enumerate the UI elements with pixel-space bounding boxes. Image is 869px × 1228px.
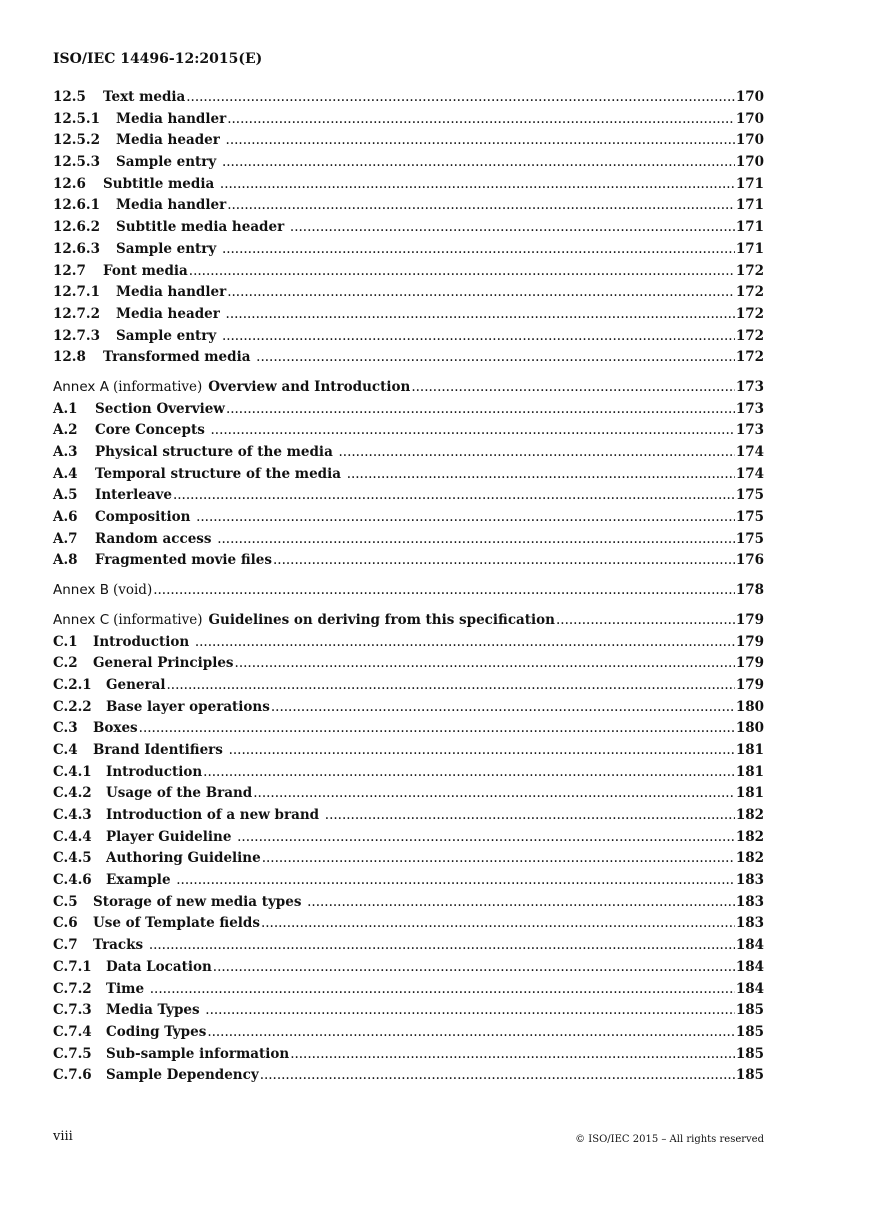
toc-entry[interactable]: [53, 959, 764, 981]
toc-entry[interactable]: [53, 829, 764, 851]
annex-c-type: (informative): [113, 611, 203, 628]
toc-entry-page: 179: [735, 676, 764, 693]
toc-entry-number: A.8: [53, 552, 78, 569]
annex-a-title: Overview and Introduction: [208, 378, 411, 395]
toc-entry-title: Section Overview: [95, 400, 225, 417]
toc-entry-number: C.7: [53, 937, 78, 954]
leader-dots: [411, 379, 734, 395]
leader-dots: [222, 241, 735, 257]
toc-entry-title: Introduction of a new brand: [106, 807, 324, 823]
toc-entry-page: 184: [735, 958, 764, 975]
toc-entry-number: A.5: [53, 487, 78, 504]
toc-entry[interactable]: [53, 1067, 764, 1089]
leader-dots: [227, 284, 735, 300]
toc-annex-c-entry[interactable]: [53, 612, 764, 634]
toc-entry-title: Media handler: [116, 284, 227, 301]
toc-entry-page: 181: [735, 763, 764, 780]
toc-entry-page: 179: [735, 633, 764, 650]
leader-dots: [556, 612, 735, 628]
toc-entry-title: Composition: [95, 509, 196, 526]
leader-dots: [260, 1067, 735, 1083]
leader-dots: [207, 1024, 735, 1040]
toc-entry-page: 182: [735, 807, 764, 823]
leader-dots: [273, 552, 735, 568]
toc-entry-number: C.4: [53, 741, 78, 758]
toc-entry-page: 173: [735, 400, 764, 417]
toc-entry-page: 185: [735, 1023, 764, 1040]
toc-entry-number: A.4: [53, 465, 78, 482]
leader-dots: [339, 444, 735, 460]
toc-entry-title: Sample entry: [116, 154, 221, 171]
toc-entry-number: C.4.6: [53, 872, 92, 889]
toc-entry-title: Usage of the Brand: [106, 785, 253, 802]
toc-entry[interactable]: [53, 132, 764, 154]
leader-dots: [261, 915, 735, 931]
toc-entry-title: Sample Dependency: [106, 1067, 259, 1084]
leader-dots: [290, 1046, 735, 1062]
toc-entry-title: Use of Template fields: [93, 915, 260, 932]
toc-entry-number: C.6: [53, 915, 78, 932]
toc-entry-page: 173: [735, 422, 764, 439]
toc-entry[interactable]: [53, 915, 764, 937]
toc-entry-title: Authoring Guideline: [106, 850, 261, 867]
toc-entry[interactable]: [53, 306, 764, 328]
toc-entry[interactable]: [53, 89, 764, 111]
toc-entry-title: Media handler: [116, 197, 227, 214]
toc-entry-page: 179: [735, 655, 764, 672]
toc-entry-page: 171: [735, 197, 764, 214]
toc-entry[interactable]: [53, 937, 764, 959]
toc-entry-number: 12.6.2: [53, 219, 100, 236]
toc-entry-number: C.7.6: [53, 1067, 92, 1084]
toc-entry-page: 176: [735, 552, 764, 569]
toc-entry[interactable]: [53, 263, 764, 285]
toc-entry-page: 172: [735, 262, 764, 279]
toc-entry[interactable]: [53, 444, 764, 466]
toc-entry-title: Media handler: [116, 110, 227, 127]
leader-dots: [195, 634, 735, 650]
toc-entry-title: Font media: [103, 262, 188, 279]
toc-entry-title: Data Location: [106, 958, 212, 975]
toc-entry[interactable]: [53, 349, 764, 371]
leader-dots: [226, 401, 735, 417]
leader-dots: [149, 937, 735, 953]
toc-entry-page: 171: [735, 175, 764, 192]
toc-entry-number: C.7.1: [53, 958, 92, 975]
toc-entry-page: 180: [735, 698, 764, 715]
annex-c-page: 179: [735, 611, 764, 628]
toc-entry-title: Media Types: [106, 1002, 205, 1019]
leader-dots: [227, 197, 735, 213]
leader-dots: [211, 422, 735, 438]
leader-dots: [307, 894, 735, 910]
annex-b-page: 178: [735, 582, 764, 599]
leader-dots: [271, 699, 735, 715]
toc-entry-page: 175: [735, 509, 764, 526]
toc-entry-page: 172: [735, 305, 764, 322]
toc-entry-title: Interleave: [95, 487, 172, 504]
toc-entry-page: 185: [735, 1045, 764, 1062]
toc-entry-page: 184: [735, 980, 764, 997]
toc-entry-title: Fragmented movie files: [95, 552, 272, 569]
toc-entry-title: Time: [106, 980, 149, 997]
toc-entry-page: 184: [735, 937, 764, 954]
toc-entry[interactable]: [53, 241, 764, 263]
toc-entry-page: 170: [735, 110, 764, 127]
toc-entry[interactable]: [53, 872, 764, 894]
toc-entry-number: C.2: [53, 655, 78, 672]
toc-entry[interactable]: [53, 634, 764, 656]
toc-entry-title: Physical structure of the media: [95, 444, 338, 460]
table-of-contents: [53, 89, 764, 1089]
toc-entry-page: 175: [735, 530, 764, 547]
toc-entry-title: Temporal structure of the media: [95, 465, 346, 482]
toc-entry[interactable]: [53, 422, 764, 444]
toc-entry[interactable]: [53, 284, 764, 306]
toc-entry[interactable]: [53, 328, 764, 350]
annex-c-label: Annex C: [53, 611, 110, 628]
toc-entry-page: 181: [735, 785, 764, 802]
toc-entry[interactable]: [53, 677, 764, 699]
toc-entry-number: 12.5.3: [53, 154, 100, 171]
toc-entry-number: 12.6: [53, 175, 86, 192]
toc-entry-number: 12.5: [53, 89, 86, 105]
toc-entry-number: A.1: [53, 400, 78, 417]
annex-b-type: (void): [112, 582, 153, 599]
toc-entry-number: C.2.2: [53, 698, 92, 715]
leader-dots: [253, 785, 735, 801]
toc-entry-title: Player Guideline: [106, 828, 237, 845]
toc-annex-a-entry[interactable]: [53, 379, 764, 401]
toc-entry-page: 181: [735, 741, 764, 758]
toc-entry[interactable]: [53, 785, 764, 807]
toc-entry[interactable]: [53, 655, 764, 677]
toc-entry-number: 12.6.1: [53, 197, 100, 214]
toc-entry-number: A.2: [53, 422, 78, 439]
toc-entry[interactable]: [53, 176, 764, 198]
toc-entry-page: 175: [735, 487, 764, 504]
toc-entry[interactable]: [53, 850, 764, 872]
toc-entry-page: 174: [735, 444, 764, 460]
toc-entry[interactable]: [53, 1002, 764, 1024]
toc-entry-number: C.7.3: [53, 1002, 92, 1019]
toc-entry-number: 12.7: [53, 262, 86, 279]
toc-entry-page: 172: [735, 284, 764, 301]
toc-entry-number: C.4.1: [53, 763, 92, 780]
toc-entry-title: Coding Types: [106, 1023, 207, 1040]
toc-entry-title: Random access: [95, 530, 217, 547]
toc-entry-number: C.4.5: [53, 850, 92, 867]
toc-entry[interactable]: [53, 807, 764, 829]
toc-annex-c-items: [53, 634, 764, 1089]
toc-entry-number: 12.5.1: [53, 110, 100, 127]
footer-page-number: viii: [53, 1129, 73, 1144]
toc-entry[interactable]: [53, 531, 764, 553]
toc-entry-title: General: [106, 676, 166, 693]
toc-annex-b-entry[interactable]: [53, 582, 764, 604]
toc-entry-number: C.4.2: [53, 785, 92, 802]
toc-entry-page: 182: [735, 850, 764, 867]
leader-dots: [176, 872, 735, 888]
leader-dots: [226, 132, 735, 148]
toc-entry-title: Core Concepts: [95, 422, 210, 439]
toc-entry-title: Introduction: [106, 763, 203, 780]
footer-copyright: © ISO/IEC 2015 – All rights reserved: [575, 1134, 764, 1145]
leader-dots: [227, 111, 735, 127]
toc-entry-page: 183: [735, 893, 764, 910]
leader-dots: [347, 466, 735, 482]
leader-dots: [213, 959, 735, 975]
toc-entry-page: 172: [735, 327, 764, 344]
toc-entry-page: 172: [735, 349, 764, 366]
toc-entry[interactable]: [53, 219, 764, 241]
toc-entry-title: Media header: [116, 305, 225, 322]
leader-dots: [189, 263, 735, 279]
leader-dots: [325, 807, 735, 823]
leader-dots: [237, 829, 735, 845]
toc-entry-number: A.3: [53, 444, 78, 460]
toc-entry-number: A.6: [53, 509, 78, 526]
toc-entry-number: 12.7.3: [53, 327, 100, 344]
annex-a-type: (informative): [112, 378, 203, 395]
toc-entry[interactable]: [53, 401, 764, 423]
leader-dots: [196, 509, 735, 525]
leader-dots: [290, 219, 735, 235]
toc-entry-title: Sub-sample information: [106, 1045, 290, 1062]
toc-entry-number: A.7: [53, 530, 78, 547]
annex-b-label: Annex B: [53, 582, 109, 599]
document-id-header: ISO/IEC 14496-12:2015(E): [53, 51, 263, 67]
toc-entry-title: Media header: [116, 132, 225, 149]
toc-entry[interactable]: [53, 742, 764, 764]
toc-entry-number: 12.8: [53, 349, 86, 366]
leader-dots: [235, 655, 735, 671]
toc-entry-page: 171: [735, 219, 764, 236]
toc-entry[interactable]: [53, 981, 764, 1003]
toc-entry[interactable]: [53, 509, 764, 531]
toc-section-12: [53, 89, 764, 371]
toc-entry-title: Boxes: [93, 720, 138, 737]
leader-dots: [205, 1002, 735, 1018]
toc-entry-title: Storage of new media types: [93, 893, 307, 910]
toc-entry-number: C.1: [53, 633, 78, 650]
toc-entry-title: Base layer operations: [106, 698, 270, 715]
toc-entry-page: 170: [735, 154, 764, 171]
toc-entry-page: 183: [735, 915, 764, 932]
toc-entry-number: 12.7.1: [53, 284, 100, 301]
toc-entry[interactable]: [53, 487, 764, 509]
leader-dots: [167, 677, 735, 693]
toc-entry-title: Transformed media: [103, 349, 256, 366]
toc-entry[interactable]: [53, 197, 764, 219]
toc-entry-page: 183: [735, 872, 764, 889]
toc-annex-a-items: [53, 401, 764, 575]
leader-dots: [153, 582, 735, 598]
toc-entry[interactable]: [53, 111, 764, 133]
toc-entry-number: C.7.2: [53, 980, 92, 997]
toc-entry-title: General Principles: [93, 655, 234, 672]
toc-entry-page: 185: [735, 1002, 764, 1019]
toc-entry-page: 171: [735, 240, 764, 257]
toc-entry[interactable]: [53, 466, 764, 488]
toc-entry[interactable]: [53, 764, 764, 786]
toc-entry-number: C.3: [53, 720, 78, 737]
toc-entry-number: C.5: [53, 893, 78, 910]
leader-dots: [229, 742, 735, 758]
toc-entry-title: Example: [106, 872, 176, 889]
toc-entry-title: Brand Identifiers: [93, 741, 228, 758]
toc-entry[interactable]: [53, 1046, 764, 1068]
leader-dots: [226, 306, 735, 322]
leader-dots: [222, 154, 735, 170]
toc-entry[interactable]: [53, 720, 764, 742]
leader-dots: [262, 850, 735, 866]
toc-entry-page: 180: [735, 720, 764, 737]
toc-entry-title: Text media: [103, 89, 186, 105]
toc-entry-title: Sample entry: [116, 240, 221, 257]
toc-entry-title: Subtitle media header: [116, 219, 289, 236]
toc-entry-number: C.7.5: [53, 1045, 92, 1062]
leader-dots: [173, 487, 735, 503]
toc-entry-title: Tracks: [93, 937, 148, 954]
toc-entry-title: Introduction: [93, 633, 194, 650]
annex-c-title: Guidelines on deriving from this specification: [208, 611, 555, 628]
toc-entry-number: 12.6.3: [53, 240, 100, 257]
toc-entry-page: 185: [735, 1067, 764, 1084]
toc-entry-page: 170: [735, 132, 764, 149]
leader-dots: [217, 531, 735, 547]
leader-dots: [203, 764, 735, 780]
toc-entry-number: 12.5.2: [53, 132, 100, 149]
toc-entry-page: 174: [735, 465, 764, 482]
leader-dots: [256, 349, 735, 365]
leader-dots: [139, 720, 735, 736]
toc-entry-number: C.2.1: [53, 676, 92, 693]
toc-entry-number: C.7.4: [53, 1023, 92, 1040]
toc-entry[interactable]: [53, 1024, 764, 1046]
annex-a-label: Annex A: [53, 378, 109, 395]
toc-entry-page: 182: [735, 828, 764, 845]
toc-entry-number: C.4.4: [53, 828, 92, 845]
toc-entry-title: Subtitle media: [103, 175, 219, 192]
toc-entry[interactable]: [53, 154, 764, 176]
toc-entry-number: C.4.3: [53, 807, 92, 823]
toc-entry[interactable]: [53, 552, 764, 574]
toc-entry[interactable]: [53, 894, 764, 916]
leader-dots: [222, 328, 735, 344]
toc-entry[interactable]: [53, 699, 764, 721]
toc-entry-title: Sample entry: [116, 327, 221, 344]
leader-dots: [186, 89, 735, 105]
leader-dots: [150, 981, 735, 997]
annex-a-page: 173: [735, 378, 764, 395]
toc-entry-number: 12.7.2: [53, 305, 100, 322]
toc-entry-page: 170: [735, 89, 764, 105]
leader-dots: [220, 176, 735, 192]
